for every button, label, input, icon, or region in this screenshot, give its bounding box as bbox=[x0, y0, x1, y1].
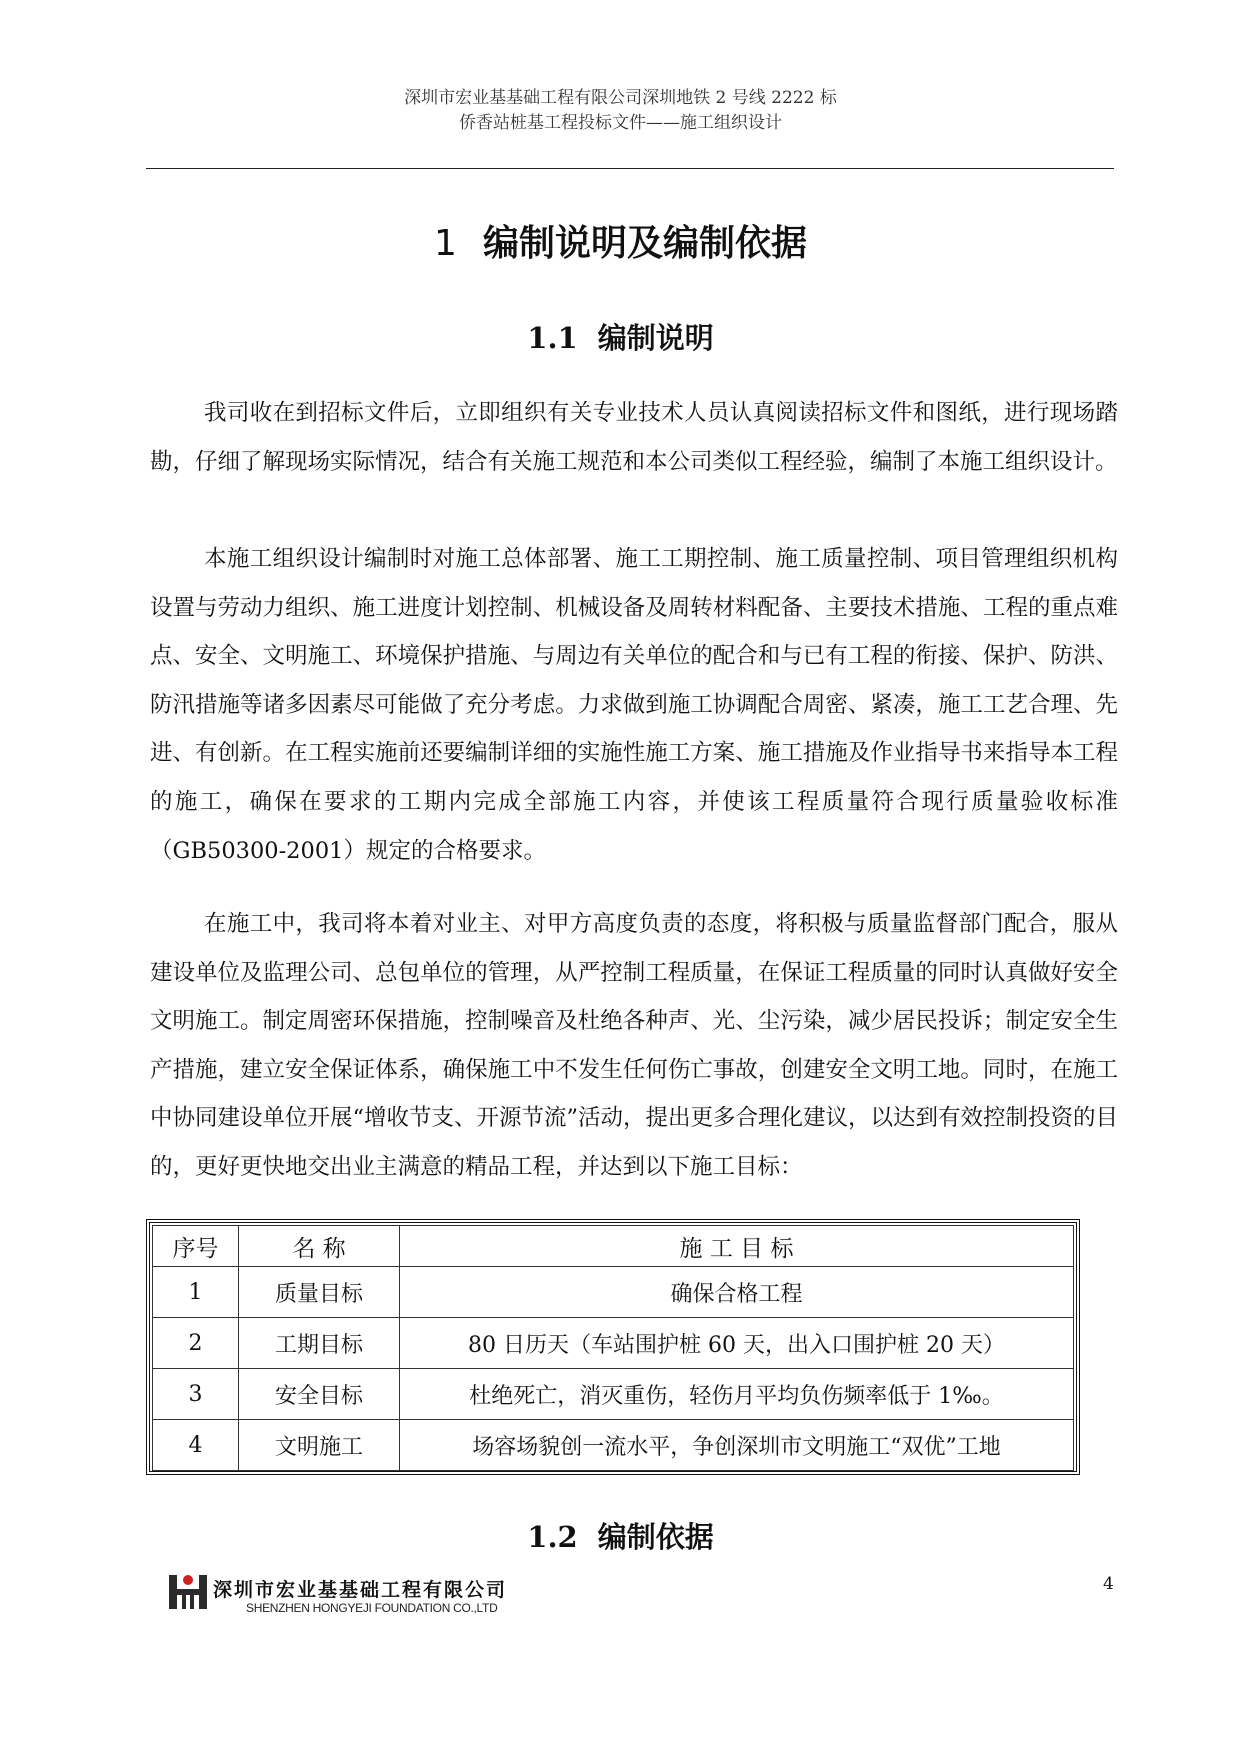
table-header-row bbox=[153, 1226, 1074, 1267]
chapter-heading bbox=[0, 214, 1241, 274]
table-cell: 质量目标 bbox=[239, 1267, 400, 1318]
section-heading-1-1 bbox=[0, 313, 1241, 363]
header-cell-index: 序号 bbox=[153, 1226, 239, 1267]
table-cell: 安全目标 bbox=[239, 1369, 400, 1420]
table-cell: 4 bbox=[153, 1420, 239, 1471]
chapter-title: 编制说明及编制依据 bbox=[482, 223, 807, 264]
targets-table bbox=[146, 1219, 1080, 1475]
running-header-line1: 深圳市宏业基基础工程有限公司深圳地铁 2 号线 2222 标 bbox=[404, 88, 837, 108]
header-cell-name: 名 称 bbox=[239, 1226, 400, 1267]
body-paragraph: 本施工组织设计编制时对施工总体部署、施工工期控制、施工质量控制、项目管理组织机构设置与劳动力组织、施工进度计划控制、机械设备及周转材料配备、主要技术措施、工程的重点难点、安全、文明施工、环境保护措施、与周边有关单位的配合和与已有工程的衔接、保护、防洪、防汛措施等诸多因素尽可能做了充分考虑。力求做到施工协调配合周密、紧凑，施工工艺合理、先进、有创新。在工程实施前还要编制详细的实施性施工方案、施工措施及作业指导书来指导本工程的施工，确保在要求的工期内完成全部施工内容，并使该工程质量符合现行质量验收标准（GB50300-2001）规定的合格要求。 bbox=[150, 546, 1118, 864]
table-row bbox=[153, 1369, 1074, 1420]
section-title: 编制依据 bbox=[597, 1520, 714, 1554]
table-row bbox=[153, 1420, 1074, 1471]
table-cell: 1 bbox=[153, 1267, 239, 1318]
section-heading-1-2 bbox=[0, 1512, 1241, 1562]
running-header-line2: 侨香站桩基工程投标文件——施工组织设计 bbox=[459, 113, 782, 133]
footer-company-name-en: SHENZHEN HONGYEJI FOUNDATION CO.,LTD bbox=[246, 1601, 498, 1615]
table-cell: 3 bbox=[153, 1369, 239, 1420]
table-cell: 文明施工 bbox=[239, 1420, 400, 1471]
header-divider bbox=[146, 168, 1114, 169]
table-cell: 工期目标 bbox=[239, 1318, 400, 1369]
section-title: 编制说明 bbox=[597, 321, 714, 355]
table-row bbox=[153, 1267, 1074, 1318]
page-number: 4 bbox=[1103, 1574, 1114, 1594]
company-logo-icon bbox=[167, 1571, 209, 1611]
table-cell: 2 bbox=[153, 1318, 239, 1369]
table-cell: 80 日历天（车站围护桩 60 天，出入口围护桩 20 天） bbox=[400, 1318, 1074, 1369]
chapter-number: 1 bbox=[434, 223, 457, 264]
body-paragraph: 在施工中，我司将本着对业主、对甲方高度负责的态度，将积极与质量监督部门配合，服从建设单位及监理公司、总包单位的管理，从严控制工程质量，在保证工程质量的同时认真做好安全文明施工。制定周密环保措施，控制噪音及杜绝各种声、光、尘污染，减少居民投诉；制定安全生产措施，建立安全保证体系，确保施工中不发生任何伤亡事故，创建安全文明工地。同时，在施工中协同建设单位开展“增收节支、开源节流”活动，提出更多合理化建议，以达到有效控制投资的目的，更好更快地交出业主满意的精品工程，并达到以下施工目标： bbox=[150, 911, 1119, 1180]
table-row bbox=[153, 1318, 1074, 1369]
section-number: 1.1 bbox=[527, 321, 578, 355]
table-cell: 杜绝死亡，消灭重伤，轻伤月平均负伤频率低于 1‰。 bbox=[400, 1369, 1074, 1420]
footer-company-name: 深圳市宏业基基础工程有限公司 bbox=[213, 1579, 508, 1601]
table-cell: 场容场貌创一流水平，争创深圳市文明施工“双优”工地 bbox=[400, 1420, 1074, 1471]
body-paragraph: 我司收在到招标文件后，立即组织有关专业技术人员认真阅读招标文件和图纸，进行现场踏勘，仔细了解现场实际情况，结合有关施工规范和本公司类似工程经验，编制了本施工组织设计。 bbox=[150, 400, 1118, 475]
section-number: 1.2 bbox=[527, 1520, 578, 1554]
header-cell-target: 施 工 目 标 bbox=[400, 1226, 1074, 1267]
table-cell: 确保合格工程 bbox=[400, 1267, 1074, 1318]
